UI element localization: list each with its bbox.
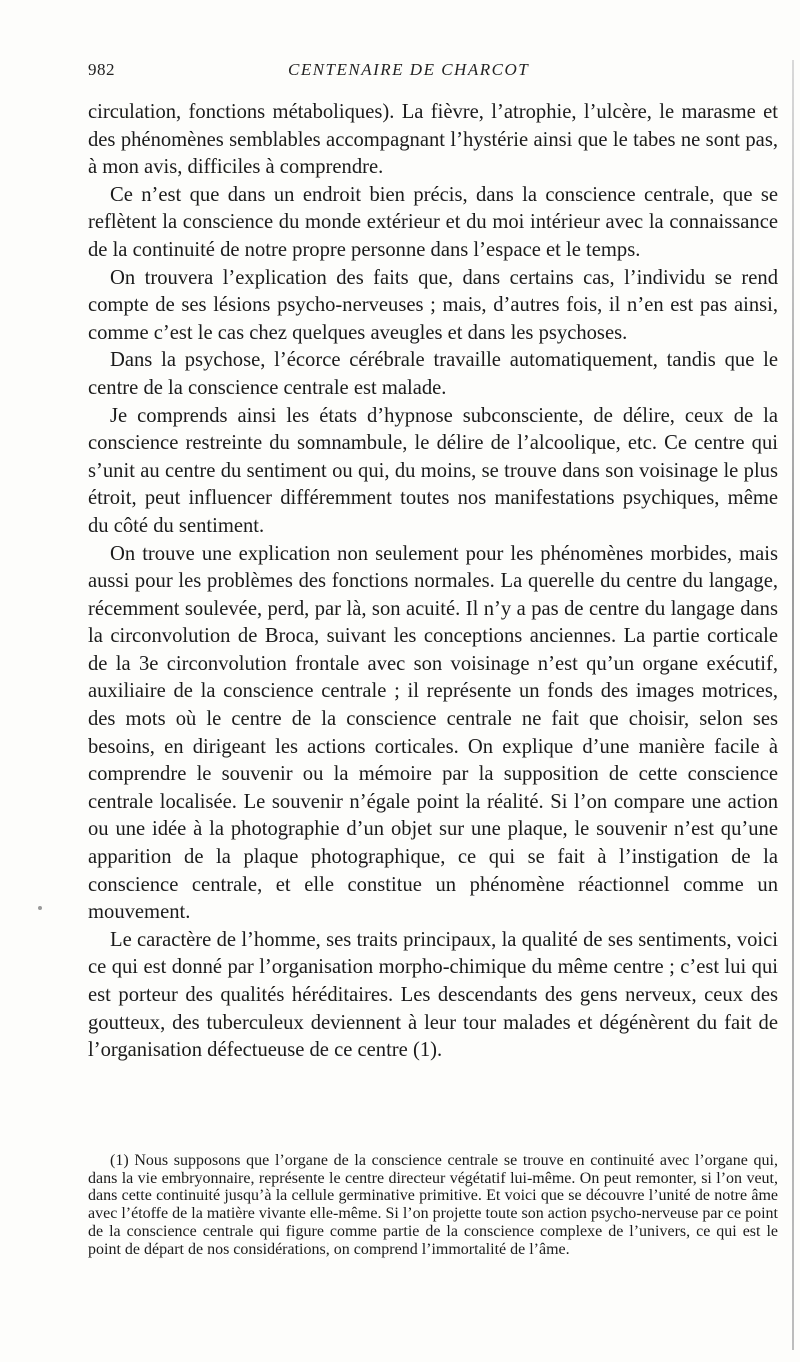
footnotes [88, 1152, 778, 1258]
paragraph: circulation, fonctions métaboliques). La fièvre, l’atrophie, l’ulcère, le marasme et des phénomènes semblables accompagnant l’hystérie ainsi que le tabes ne sont pas, à mon avis, difficiles à comprendre. [88, 101, 778, 179]
footnote: (1) Nous supposons que l’organe de la conscience centrale se trouve en continuité avec l’organe qui, dans la vie embryonnaire, représente le centre directeur végétatif lui-même. On peut remonter, si l’on veut, dans cette continuité jusqu’à la cellule germinative primitive. Et voici que se découvre l’unité de notre âme avec l’étoffe de la matière vivante elle-même. Si l’on projette toute son action psycho-nerveuse par ce point de la conscience centrale qui figure comme partie de la conscience complexe de l’univers, ce qui est le point de départ de nos considérations, on comprend l’immortalité de l’âme. [88, 1152, 778, 1258]
page-header [88, 60, 778, 86]
running-head: CENTENAIRE DE CHARCOT [288, 60, 530, 79]
paragraph: Je comprends ainsi les états d’hypnose subconsciente, de délire, ceux de la conscience restreinte du somnambule, le délire de l’alcoolique, etc. Ce centre qui s’unit au centre du sentiment ou qui, du moins, se trouve dans son voisinage le plus étroit, peut influencer différemment toutes nos manifestations psychiques, même du côté du sentiment. [88, 404, 778, 537]
paragraph: Ce n’est que dans un endroit bien précis, dans la conscience centrale, que se reflètent la conscience du monde extérieur et du moi intérieur avec la connaissance de la continuité de notre propre personne dans l’espace et le temps. [88, 183, 778, 261]
paragraph: On trouve une explication non seulement pour les phénomènes morbides, mais aussi pour les problèmes des fonctions normales. La querelle du centre du langage, récemment soulevée, perd, par là, son acuité. Il n’y a pas de centre du langage dans la circonvolution de Broca, suivant les conceptions anciennes. La partie corticale de la 3e circonvolution frontale avec son voisinage n’est qu’un organe exécutif, auxiliaire de la conscience centrale ; il représente un fonds des images motrices, des mots où le centre de la conscience centrale ne fait que choisir, selon ses besoins, en dirigeant les actions corticales. On explique d’une manière facile à comprendre le souvenir ou la mémoire par la supposition de cette conscience centrale localisée. Le souvenir n’égale point la réalité. Si l’on compare une action ou une idée à la photographie d’un objet sur une plaque, le souvenir n’est qu’une apparition de la plaque photographique, ce qui se fait à l’instigation de la conscience centrale, et elle constitue un phénomène réactionnel comme un mouvement. [88, 542, 778, 924]
paragraph: On trouvera l’explication des faits que, dans certains cas, l’individu se rend compte de ses lésions psycho-nerveuses ; mais, d’autres fois, il n’en est pas ainsi, comme c’est le cas chez quelques aveugles et dans les psychoses. [88, 266, 778, 344]
margin-speck [38, 906, 42, 910]
page-edge-shadow [792, 60, 794, 1350]
page-number: 982 [88, 60, 115, 79]
body-text [88, 99, 778, 1065]
paragraph: Le caractère de l’homme, ses traits principaux, la qualité de ses sentiments, voici ce qui est donné par l’organisation morpho-chimique du même centre ; c’est lui qui est porteur des qualités héréditaires. Les descendants des gens nerveux, ceux des goutteux, des tuberculeux deviennent à leur tour malades et dégénèrent du fait de l’organisation défectueuse de ce centre (1). [88, 928, 778, 1062]
paragraph: Dans la psychose, l’écorce cérébrale travaille automatiquement, tandis que le centre de la conscience centrale est malade. [88, 349, 778, 399]
